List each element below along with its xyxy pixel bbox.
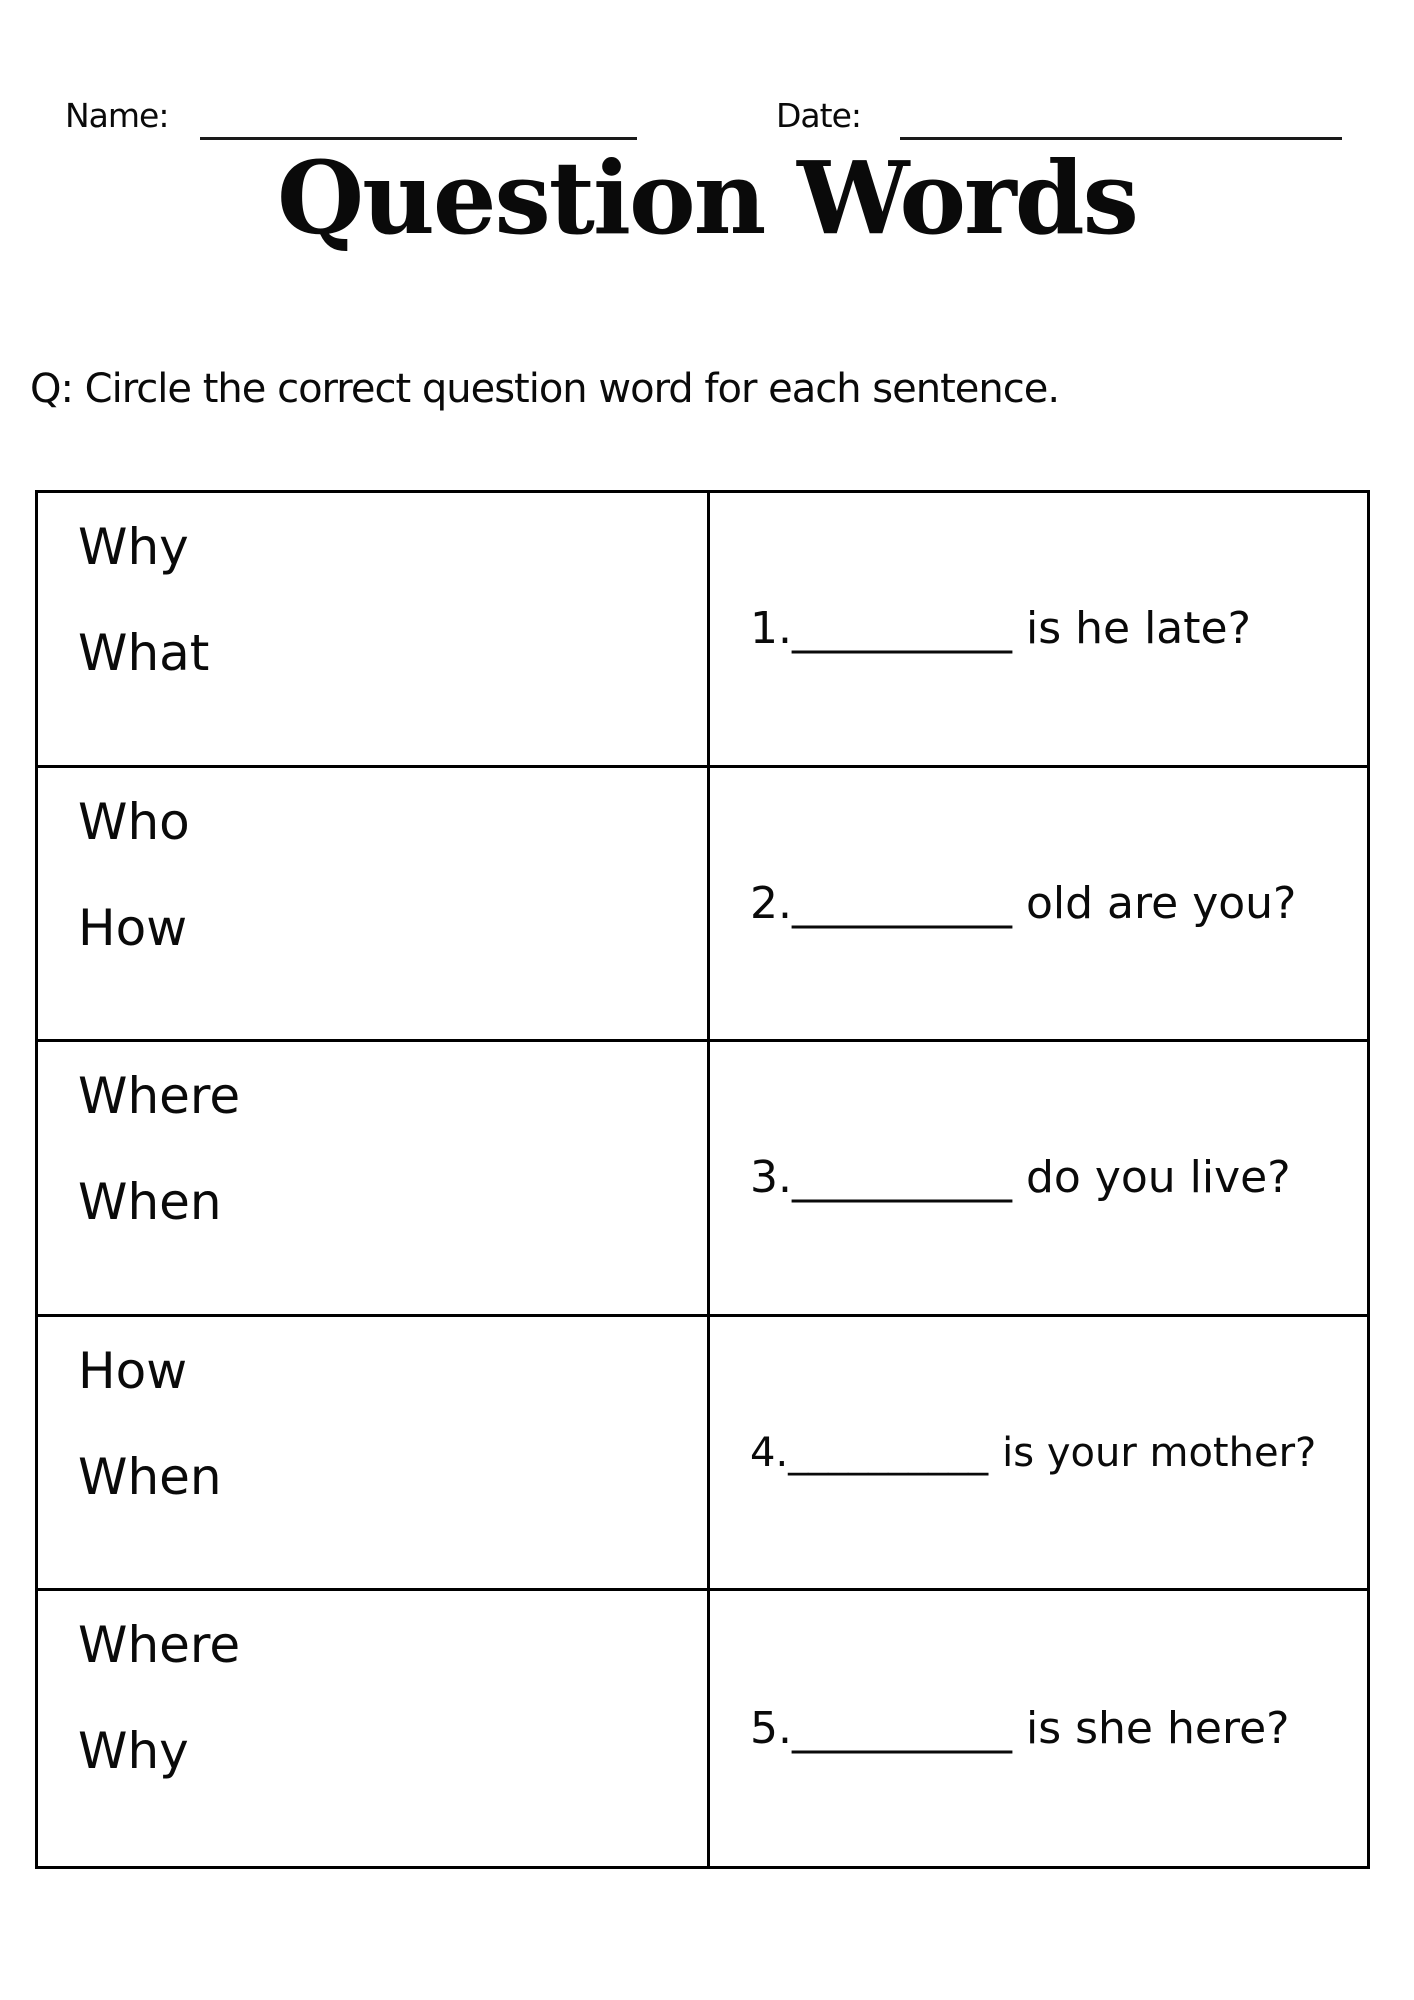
instruction-text: Q: Circle the correct question word for each sentence. xyxy=(30,366,1060,412)
option-word[interactable]: Who xyxy=(78,792,190,851)
options-cell-1 xyxy=(38,493,710,768)
question-number: 1. xyxy=(750,603,792,655)
option-word[interactable]: Where xyxy=(78,1067,241,1126)
question-number: 5. xyxy=(750,1703,792,1755)
question-sentence xyxy=(750,1703,1290,1754)
page-title: Question Words xyxy=(277,139,1137,257)
option-word[interactable]: How xyxy=(78,1341,188,1400)
question-text: do you live? xyxy=(1025,1152,1291,1204)
question-text: is he late? xyxy=(1025,603,1251,655)
question-cell-4 xyxy=(710,1317,1367,1592)
question-number: 4. xyxy=(750,1429,789,1476)
options-cell-2 xyxy=(38,768,710,1043)
question-text: is your mother? xyxy=(1002,1429,1317,1476)
answer-blank[interactable]: __________ xyxy=(791,1152,1012,1204)
option-word[interactable]: When xyxy=(78,1447,222,1506)
option-word[interactable]: What xyxy=(78,624,210,682)
option-word[interactable]: Why xyxy=(78,518,189,576)
question-sentence xyxy=(750,1152,1291,1203)
question-text: is she here? xyxy=(1025,1703,1290,1755)
name-label: Name: xyxy=(65,96,169,135)
question-cell-3 xyxy=(710,1042,1367,1317)
date-label: Date: xyxy=(776,96,861,135)
question-sentence xyxy=(750,603,1251,654)
answer-blank[interactable]: __________ xyxy=(791,877,1012,929)
question-cell-1 xyxy=(710,493,1367,768)
question-cell-5 xyxy=(710,1591,1367,1866)
options-cell-4 xyxy=(38,1317,710,1592)
option-word[interactable]: Where xyxy=(78,1616,241,1675)
options-cell-5 xyxy=(38,1591,710,1866)
answer-blank[interactable]: __________ xyxy=(791,603,1012,655)
question-cell-2 xyxy=(710,768,1367,1043)
answer-blank[interactable]: __________ xyxy=(791,1703,1012,1755)
name-fill-line[interactable] xyxy=(200,107,637,140)
date-fill-line[interactable] xyxy=(900,107,1342,140)
option-word[interactable]: How xyxy=(78,898,188,957)
question-text: old are you? xyxy=(1025,877,1297,929)
option-word[interactable]: Why xyxy=(78,1722,189,1781)
answer-blank[interactable]: __________ xyxy=(788,1429,989,1476)
question-number: 3. xyxy=(750,1152,792,1204)
question-sentence xyxy=(750,1430,1316,1476)
options-cell-3 xyxy=(38,1042,710,1317)
question-words-table xyxy=(35,490,1370,1869)
question-number: 2. xyxy=(750,877,792,929)
question-sentence xyxy=(750,878,1296,929)
option-word[interactable]: When xyxy=(78,1173,222,1232)
